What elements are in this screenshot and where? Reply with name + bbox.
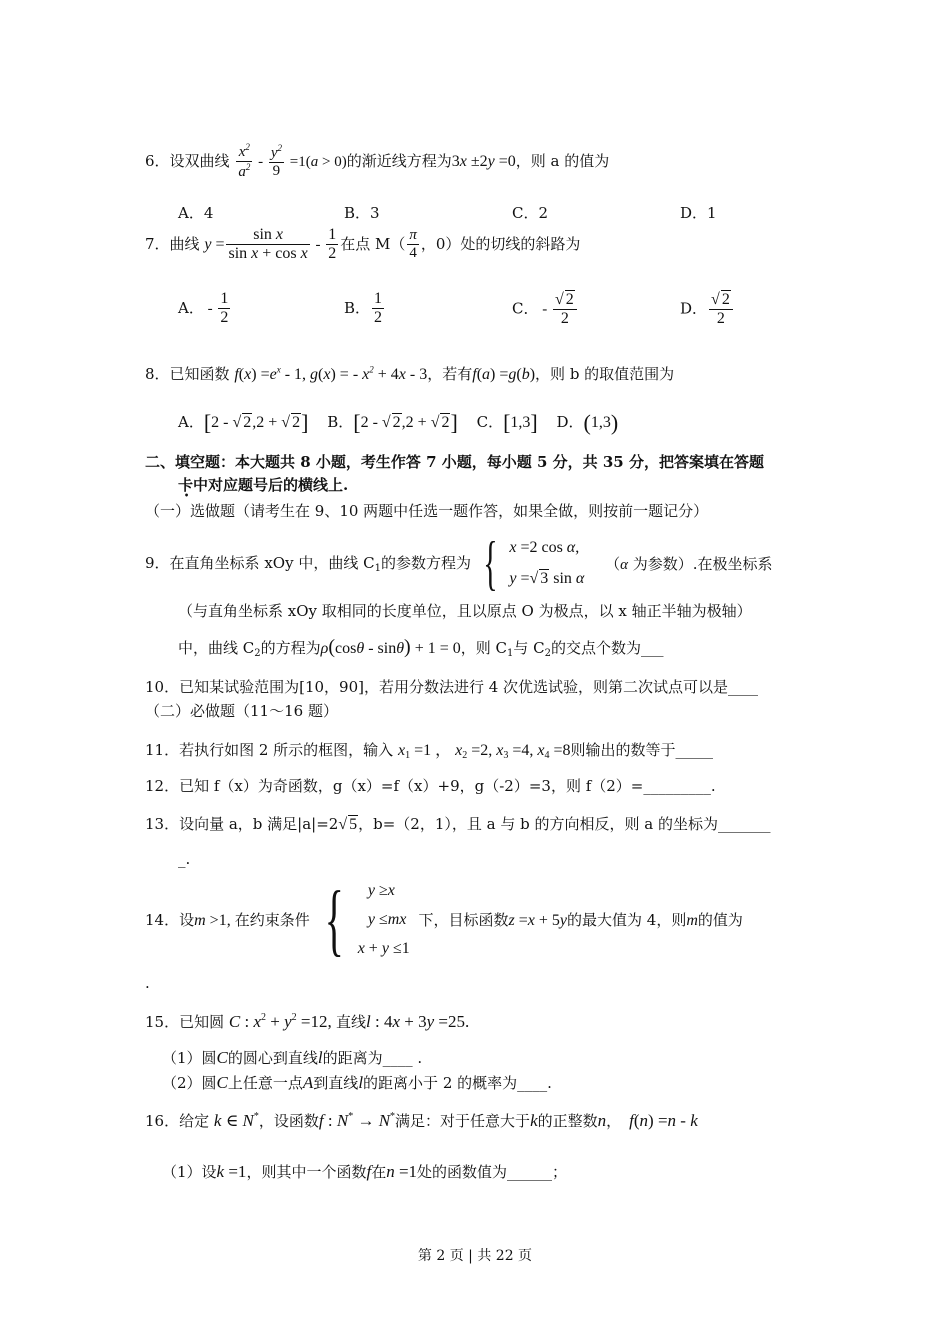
q8-options: A．[2 - √ 2,2 + √ 2] B．[2 - √ 2,2 + √ 2] C．[1,3] D．(1,3) xyxy=(178,410,619,435)
q6-option-a: A．4 xyxy=(178,204,214,222)
fraction: $\frac{\pi}{4}$ xyxy=(409,227,417,262)
section-2-heading-cont: 卡中对应题号后的横线上. xyxy=(178,476,349,494)
q9-line-3: 中，曲线 $C_2$的方程为ρ(cosθ - sinθ) + 1 = 0，则 $C_1$与 $C_2$的交点个数为___ xyxy=(178,636,664,659)
question-11: 11．若执行如图 2 所示的框图，输入 $x_1 =1$ ， $x_2 =2$, $x_3 =4$, $x_4 =8$则输出的数等于_____ xyxy=(145,741,714,761)
question-15: 15．已知圆 C : $x^2 + y^2 =12$, 直线l : 4x + 3y =25. xyxy=(145,1012,470,1031)
brace: { xyxy=(324,875,344,964)
page-footer: 第 2 页 | 共 22 页 xyxy=(417,1248,533,1264)
question-13-cont: _. xyxy=(178,850,191,868)
q7-option-c: C． - $\frac{√ 2}{2}$ xyxy=(512,290,579,329)
fraction: $\frac{1}{2}$ xyxy=(328,226,337,263)
question-9: 9．在直角坐标系 xOy 中，曲线 $C_1$的参数方程为 { x =2 cos α, y =√ 3 sin α （α 为参数）.在极坐标系 xyxy=(145,530,773,596)
subsection-2: （二）必做题（11～16 题） xyxy=(145,702,338,720)
question-12: 12．已知 f（x）为奇函数，g（x）=f（x）+9，g（-2）=3，则 f（2）=_________. xyxy=(145,777,716,795)
question-13: 13．设向量 a，b 满足|a|=2√ 5，b=（2，1），且 a 与 b 的方向相反，则 a 的坐标为_______ xyxy=(145,815,771,833)
question-15-part-1: （1）圆C的圆心到直线l的距离为____ . xyxy=(162,1048,423,1067)
q6-option-b: B．3 xyxy=(344,204,380,222)
question-8: 8．已知函数 $f(x) =e^x - 1$, g(x) = - $x^2 + 4x - 3$，若有f(a) =g(b)，则 b 的取值范围为 xyxy=(145,364,675,383)
param-equations: x =2 cos α, y =√ 3 sin α xyxy=(509,539,585,587)
question-10: 10．已知某试验范围为[10，90]，若用分数法进行 4 次优选试验，则第二次试点可以是____ xyxy=(145,678,759,696)
fraction: $\frac{\text{sin x}}{\text{sin x + cos x}}$ xyxy=(228,226,308,263)
question-15-part-2: （2）圆C上任意一点A到直线l的距离小于 2 的概率为____. xyxy=(162,1073,552,1092)
q7-option-a: A． - $\frac{1}{2}$ xyxy=(178,290,229,327)
section-2-heading: 二、填空题：本大题共 8 小题，考生作答 7 小题，每小题 5 分，共 35 分，把答案填在答题 xyxy=(145,453,764,471)
question-6: 6．设双曲线 $\frac{x^2}{a^2}$ - $\frac{y^2}{9}$ =1(a > 0)的渐近线方程为3x ±2y =0，则 a 的值为 xyxy=(145,142,610,181)
question-7: 7．曲线 y = $\frac{\text{sin x}}{\text{sin x + cos x}}$ - $\frac{1}{2}$ 在点 M（ $\frac{\pi}{4}$ ，0）处的切线的斜路为 xyxy=(145,226,581,263)
q7-option-d: D． $\frac{√ 2}{2}$ xyxy=(680,290,735,329)
q9-line-2: （与直角坐标系 xOy 取相同的长度单位，且以原点 O 为极点，以 x 轴正半轴为极轴） xyxy=(178,602,752,620)
question-14: 14．设m >1, 在约束条件 { y ≥x y ≤mx x + y ≤1 下，目标函数z =x + 5y的最大值为 4，则m的值为 xyxy=(145,875,743,964)
q7-option-b: B． $\frac{1}{2}$ xyxy=(344,290,383,327)
fraction: $\frac{x^2}{a^2}$ xyxy=(238,142,251,181)
constraints: y ≥x y ≤mx x + y ≤1 xyxy=(357,882,410,957)
q6-option-d: D．1 xyxy=(680,204,717,222)
brace: { xyxy=(482,530,498,596)
subsection-1: （一）选做题（请考生在 9、10 两题中任选一题作答，如果全做，则按前一题记分） xyxy=(145,502,709,520)
question-16-part-1: （1）设k =1，则其中一个函数f在n =1处的函数值为______； xyxy=(162,1162,568,1181)
fraction: $\frac{y^2}{9}$ xyxy=(270,143,283,180)
q6-option-c: C．2 xyxy=(512,204,549,222)
question-16: 16．给定 k ∈ N*，设函数f : N* → N*满足：对于任意大于k的正整数n， f(n) =n - k xyxy=(145,1111,698,1130)
question-14-tail: . xyxy=(145,974,150,992)
